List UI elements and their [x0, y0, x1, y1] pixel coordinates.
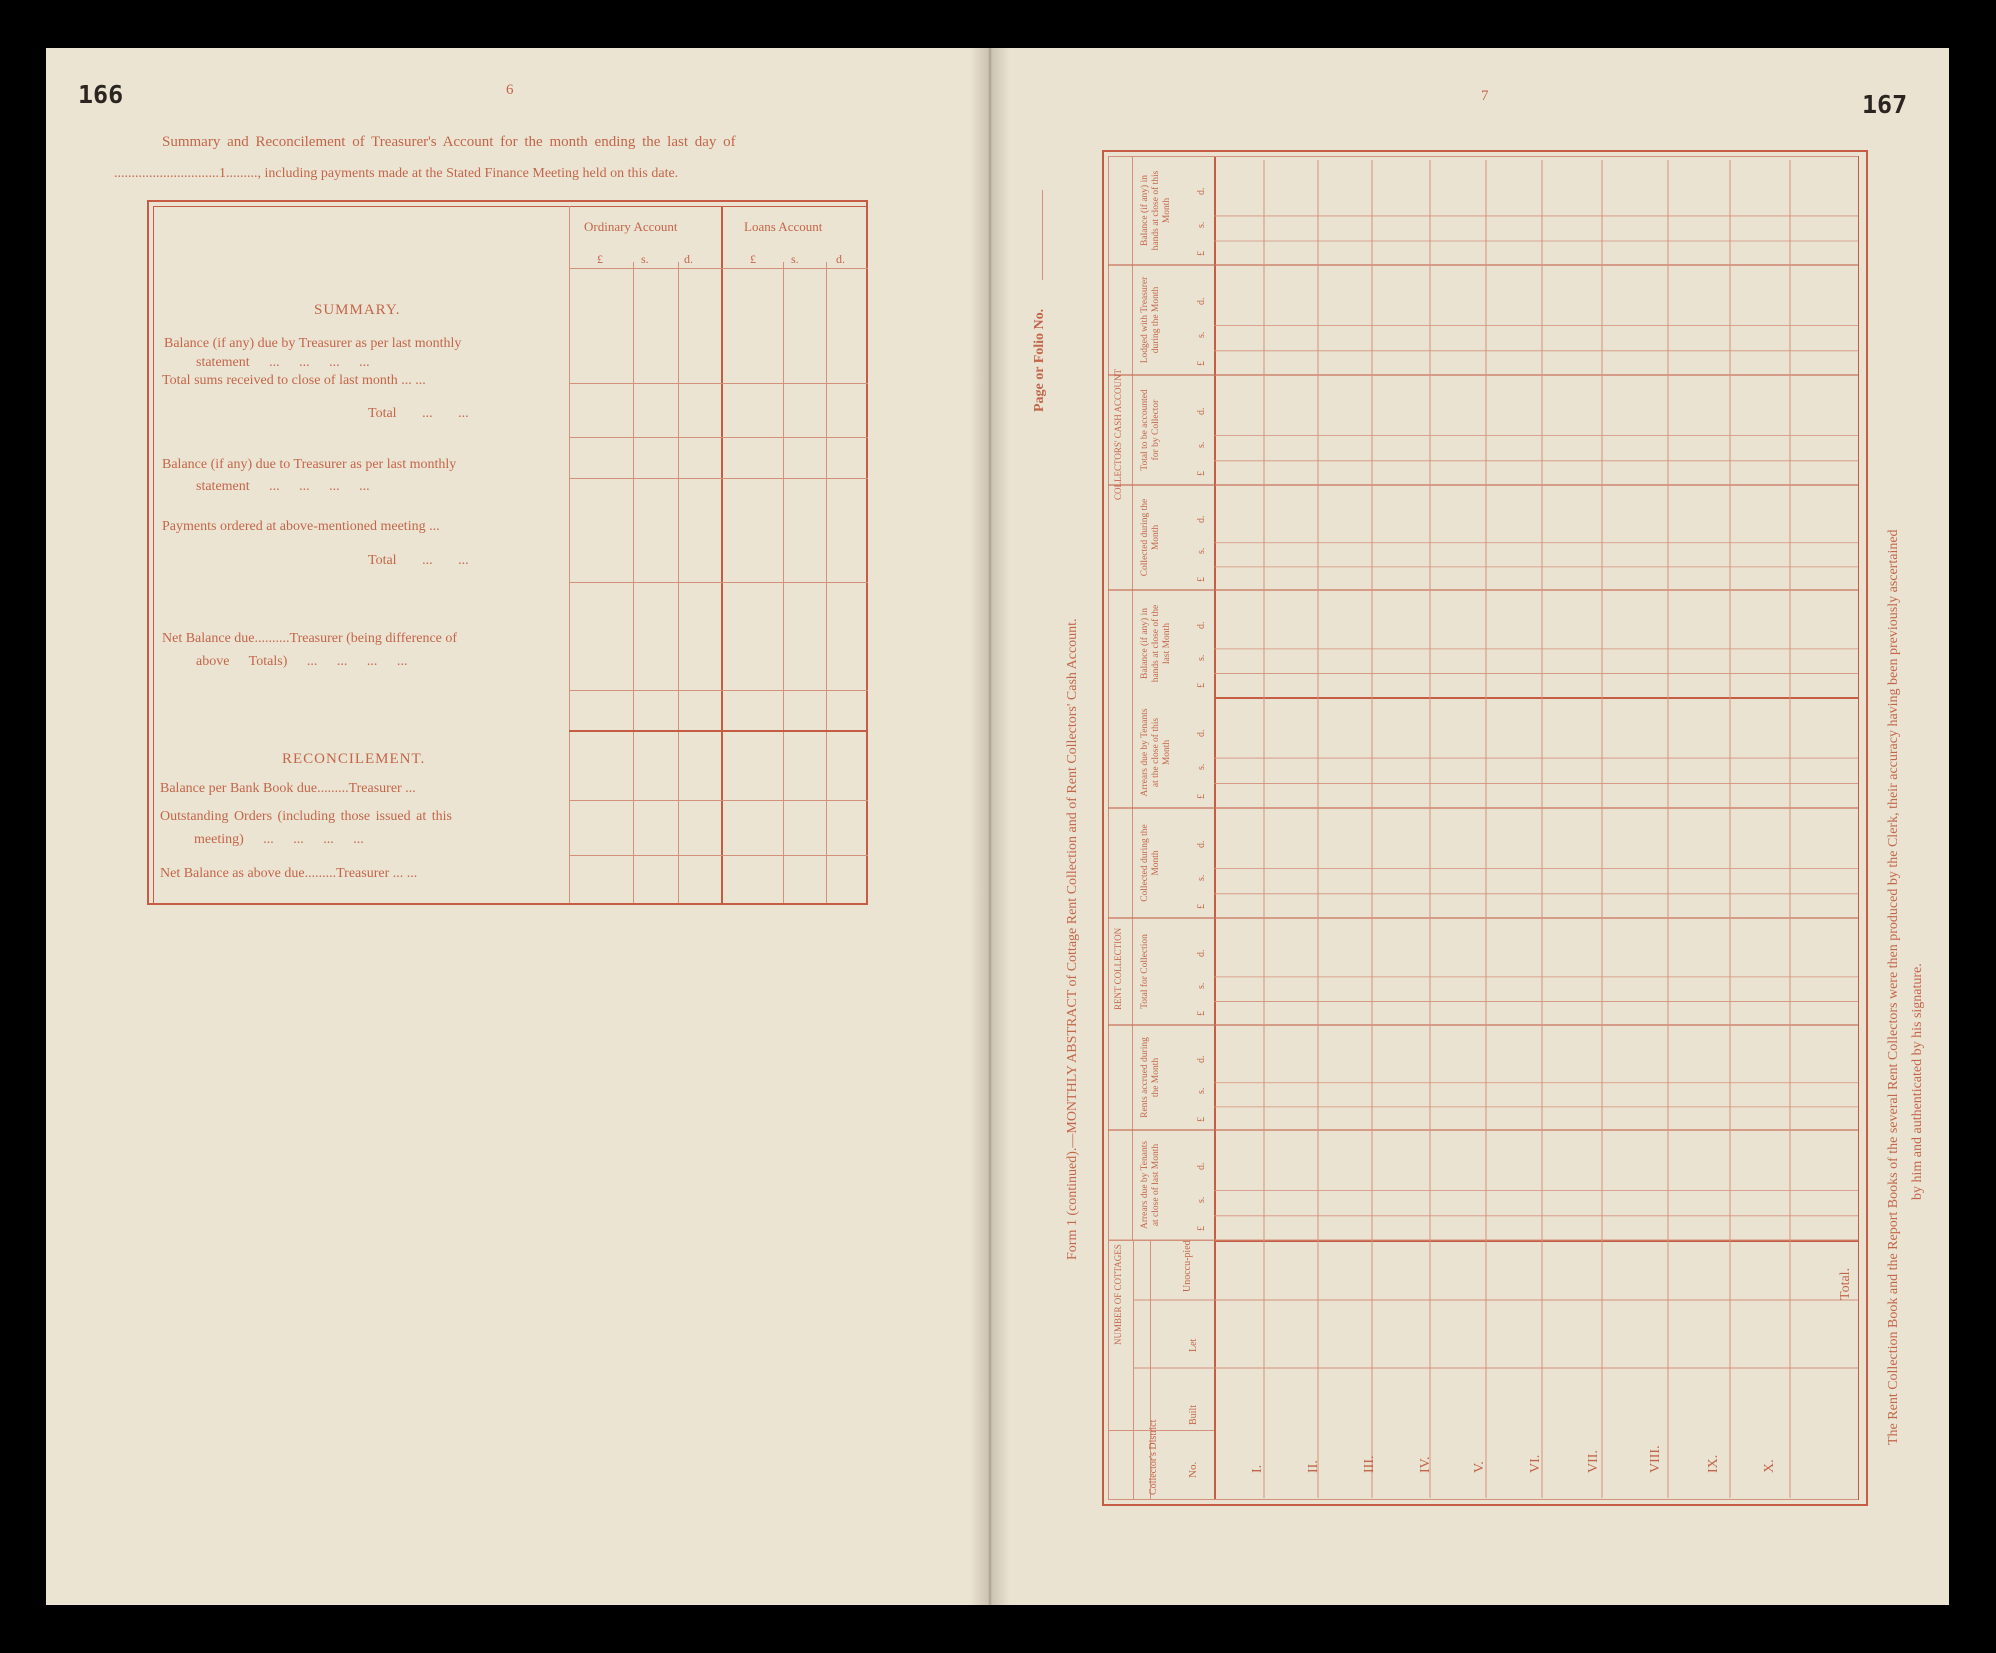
row-outstanding-orders: Outstanding Orders (including those issued at this	[160, 809, 452, 824]
district-row-label: X.	[1762, 1459, 1777, 1473]
lsd-label: d.	[1196, 949, 1207, 957]
row-balance-to-treasurer: Balance (if any) due to Treasurer as per last monthly	[162, 457, 457, 472]
row-net-balance-cont: above Totals) ... ... ... ...	[196, 654, 408, 669]
row-bank-book: Balance per Bank Book due.........Treasurer ...	[160, 781, 416, 796]
lsd-label: d.	[1196, 621, 1207, 629]
district-row-label: IV.	[1418, 1456, 1433, 1473]
lsd-label: £	[1196, 794, 1207, 800]
row-net-balance-as-above: Net Balance as above due.........Treasurer ... ...	[160, 866, 418, 881]
loans-shillings-header: s.	[791, 252, 799, 266]
district-row-label: VIII.	[1648, 1445, 1663, 1473]
row-outstanding-orders-cont: meeting) ... ... ... ...	[194, 832, 364, 847]
loans-account-header: Loans Account	[744, 219, 823, 234]
row-payments-ordered: Payments ordered at above-mentioned meeting ...	[162, 519, 440, 534]
lsd-label: s.	[1196, 763, 1207, 771]
reconcilement-title: RECONCILEMENT.	[282, 751, 426, 767]
lsd-label: £	[1196, 904, 1207, 910]
lsd-label: d.	[1196, 840, 1207, 848]
page-stamp-number: 166	[78, 80, 124, 109]
left-page	[46, 48, 989, 1605]
district-row-label: I.	[1250, 1464, 1265, 1473]
footnote-line2: by him and authenticated by his signature.	[1910, 963, 1925, 1200]
cottage-col-let: Let	[1188, 1338, 1199, 1352]
lsd-label: d.	[1196, 729, 1207, 737]
lsd-label: £	[1196, 251, 1207, 257]
document-heading-line1: Summary and Reconcilement of Treasurer's Account for the month ending the last day of	[162, 134, 736, 150]
district-row-label: VI.	[1528, 1454, 1543, 1473]
money-column-header: Collected during the Month	[1140, 498, 1161, 577]
lsd-label: s.	[1196, 654, 1207, 661]
district-row-label: VII.	[1586, 1450, 1601, 1473]
row-balance-by-treasurer-cont: statement ... ... ... ...	[196, 355, 370, 370]
page-number: 7	[1481, 88, 1489, 104]
lsd-label: d.	[1196, 515, 1207, 523]
lsd-label: £	[1196, 1116, 1207, 1122]
money-column-header: Balance (if any) in hands at close of the last Month	[1140, 604, 1172, 683]
ordinary-pounds-header: £	[597, 252, 603, 266]
row-net-balance: Net Balance due..........Treasurer (being difference of	[162, 631, 458, 646]
lsd-label: d.	[1196, 1055, 1207, 1063]
lsd-label: £	[1196, 1011, 1207, 1017]
loans-pounds-header: £	[750, 252, 756, 266]
document-heading-line2: ..............................1........., including payments made at the Stated Finance Meeting held on this date.	[114, 166, 679, 181]
loans-pence-header: d.	[836, 252, 845, 266]
money-column-header: Total for Collection	[1140, 934, 1150, 1009]
ordinary-pence-header: d.	[684, 252, 693, 266]
page-number: 6	[506, 82, 514, 98]
lsd-label: s.	[1196, 221, 1207, 228]
cottage-col-built: Built	[1188, 1404, 1199, 1425]
lsd-label: s.	[1196, 1087, 1207, 1095]
lsd-label: £	[1196, 1226, 1207, 1232]
money-column-header: Arrears due by Tenants at close of last Month	[1140, 1140, 1161, 1230]
lsd-label: £	[1196, 361, 1207, 367]
lsd-label: s.	[1196, 1196, 1207, 1203]
row-total-sums-received: Total sums received to close of last month ... ...	[162, 373, 426, 388]
row-total-2: Total ... ...	[368, 553, 469, 568]
lsd-label: s.	[1196, 547, 1207, 555]
district-row-label: II.	[1306, 1460, 1321, 1473]
cottage-col-unoccupied: Unoccu-pied	[1182, 1240, 1193, 1292]
lsd-label: d.	[1196, 297, 1207, 305]
ordinary-account-header: Ordinary Account	[584, 219, 678, 234]
lsd-label: d.	[1196, 187, 1207, 196]
money-column-header: Collected during the Month	[1140, 824, 1161, 902]
page-or-folio-label: Page or Folio No.	[1032, 308, 1047, 412]
lsd-label: £	[1196, 683, 1207, 689]
district-no-label: No.	[1187, 1461, 1199, 1478]
ordinary-shillings-header: s.	[641, 252, 649, 266]
district-row-label: V.	[1472, 1461, 1487, 1473]
money-column-header: Balance (if any) in hands at close of this Month	[1140, 170, 1172, 251]
group-header-district: Collector's District	[1148, 1419, 1159, 1495]
lsd-label: £	[1196, 471, 1207, 477]
lsd-label: £	[1196, 576, 1207, 582]
summary-title: SUMMARY.	[314, 302, 401, 318]
footnote-line1: The Rent Collection Book and the Report Books of the several Rent Collectors were then produced by the Clerk, their accuracy having been previously ascertained	[1886, 529, 1901, 1445]
group-header-cash-account: COLLECTORS' CASH ACCOUNT	[1113, 369, 1123, 500]
group-header-rent-collection: RENT COLLECTION	[1113, 927, 1123, 1010]
book-gutter	[970, 48, 1010, 1605]
total-row-label: Total.	[1838, 1267, 1853, 1300]
form-title: Form 1 (continued).—MONTHLY ABSTRACT of Cottage Rent Collection and of Rent Collectors' Cash Account.	[1065, 618, 1080, 1260]
money-column-header: Lodged with Treasurer during the Month	[1140, 276, 1161, 364]
row-total-1: Total ... ...	[368, 406, 469, 421]
lsd-label: d.	[1196, 1162, 1207, 1170]
lsd-label: s.	[1196, 441, 1207, 448]
lsd-label: d.	[1196, 407, 1207, 415]
row-balance-to-treasurer-cont: statement ... ... ... ...	[196, 479, 370, 494]
lsd-label: s.	[1196, 331, 1207, 338]
lsd-label: s.	[1196, 982, 1207, 989]
money-column-header: Total to be accounted for by Collector	[1140, 389, 1161, 471]
row-balance-by-treasurer: Balance (if any) due by Treasurer as per last monthly	[164, 336, 462, 351]
district-row-label: IX.	[1706, 1454, 1721, 1473]
lsd-label: s.	[1196, 874, 1207, 881]
money-column-header: Rents accrued during the Month	[1140, 1037, 1161, 1118]
group-header-cottages: NUMBER OF COTTAGES	[1113, 1244, 1123, 1345]
page-stamp-number: 167	[1862, 90, 1908, 119]
money-column-header: Arrears due by Tenants at the close of this Month	[1140, 708, 1172, 797]
district-row-label: III.	[1362, 1455, 1377, 1473]
